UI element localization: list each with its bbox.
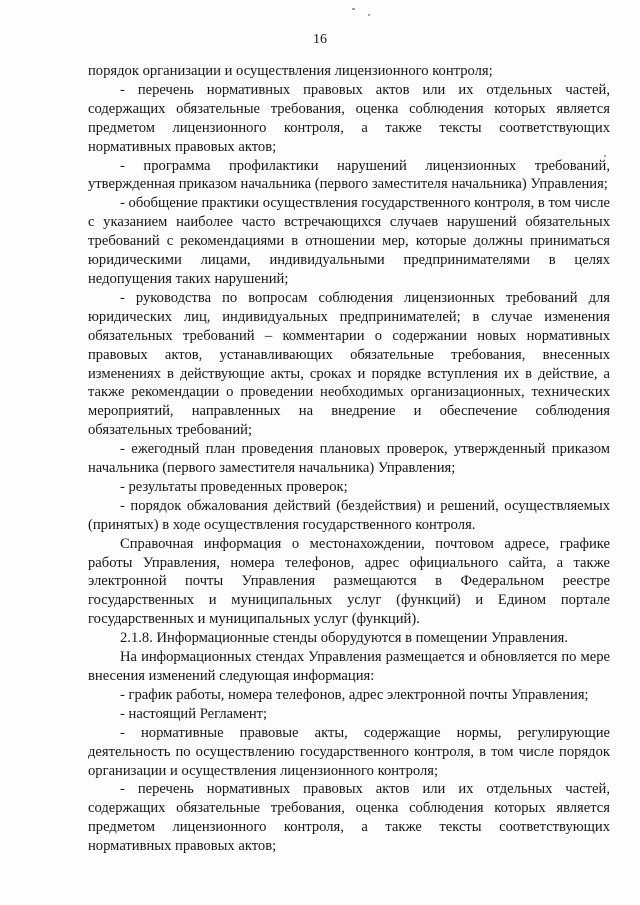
scan-speck <box>352 8 355 10</box>
paragraph: порядок организации и осуществления лицензионного контроля; <box>88 63 493 79</box>
paragraph: На информационных стендах Управления размещается и обновляется по мере внесения изменений следующая информация: <box>88 649 610 684</box>
paragraph: - программа профилактики нарушений лицензионных требований, утвержденная приказом начальника (первого заместителя начальника) Управления; <box>88 157 610 193</box>
paragraph: - перечень нормативных правовых актов или их отдельных частей, содержащих обязательные требования, оценка соблюдения которых является предметом лицензионного контроля, а также тексты соответствующих нормативных правовых актов; <box>88 81 610 155</box>
page-number: 16 <box>313 32 327 47</box>
paragraph: - нормативные правовые акты, содержащие нормы, регулирующие деятельность по осуществлению государственного контроля, в том числе порядок организации и осуществления лицензионного контроля; <box>88 724 610 779</box>
paragraph: - настоящий Регламент; <box>120 705 268 722</box>
paragraph: - перечень нормативных правовых актов или их отдельных частей, содержащих обязательные требования, оценка соблюдения которых является предметом лицензионного контроля, а также тексты соответствующих нормативных правовых актов; <box>88 781 610 855</box>
paragraph: - порядок обжалования действий (бездействия) и решений, осуществляемых (принятых) в ходе осуществления государственного контроля. <box>88 497 610 533</box>
paragraph: - ежегодный план проведения плановых проверок, утвержденный приказом начальника (первого заместителя начальника) Управления; <box>88 441 610 477</box>
paragraph: - руководства по вопросам соблюдения лицензионных требований для юридических лиц, индивидуальных предпринимателей; в случае изменения обязательных требований – комментарии о содержании новых нормативных правовых актов, устанавливающих обязательные требования, внесенных изменениях в действующие акты, сроках и порядке вступления их в действие, а также рекомендации о проведении необходимых организационных, технических мероприятий, направленных на внедрение и обеспечение соблюдения обязательных требований; <box>88 289 610 439</box>
paragraph: - результаты проведенных проверок; <box>120 478 348 495</box>
body-text <box>88 62 610 856</box>
paragraph: 2.1.8. Информационные стенды оборудуются в помещении Управления. <box>120 630 569 647</box>
paragraph: Справочная информация о местонахождении, почтовом адресе, графике работы Управления, номера телефонов, адрес официального сайта, а также электронной почты Управления размещаются в Федеральном реестре государственных и муниципальных услуг (функций) и Едином портале государственных и муниципальных услуг (функций). <box>88 535 610 628</box>
paragraph: - график работы, номера телефонов, адрес электронной почты Управления; <box>120 686 589 703</box>
paragraph: - обобщение практики осуществления государственного контроля, в том числе с указанием наиболее часто встречающихся случаев нарушений обязательных требований с рекомендациями в отношении мер, которые должны приниматься юридическими лицами, индивидуальными предпринимателями в целях недопущения таких нарушений; <box>88 195 610 287</box>
scan-speck <box>368 14 370 16</box>
